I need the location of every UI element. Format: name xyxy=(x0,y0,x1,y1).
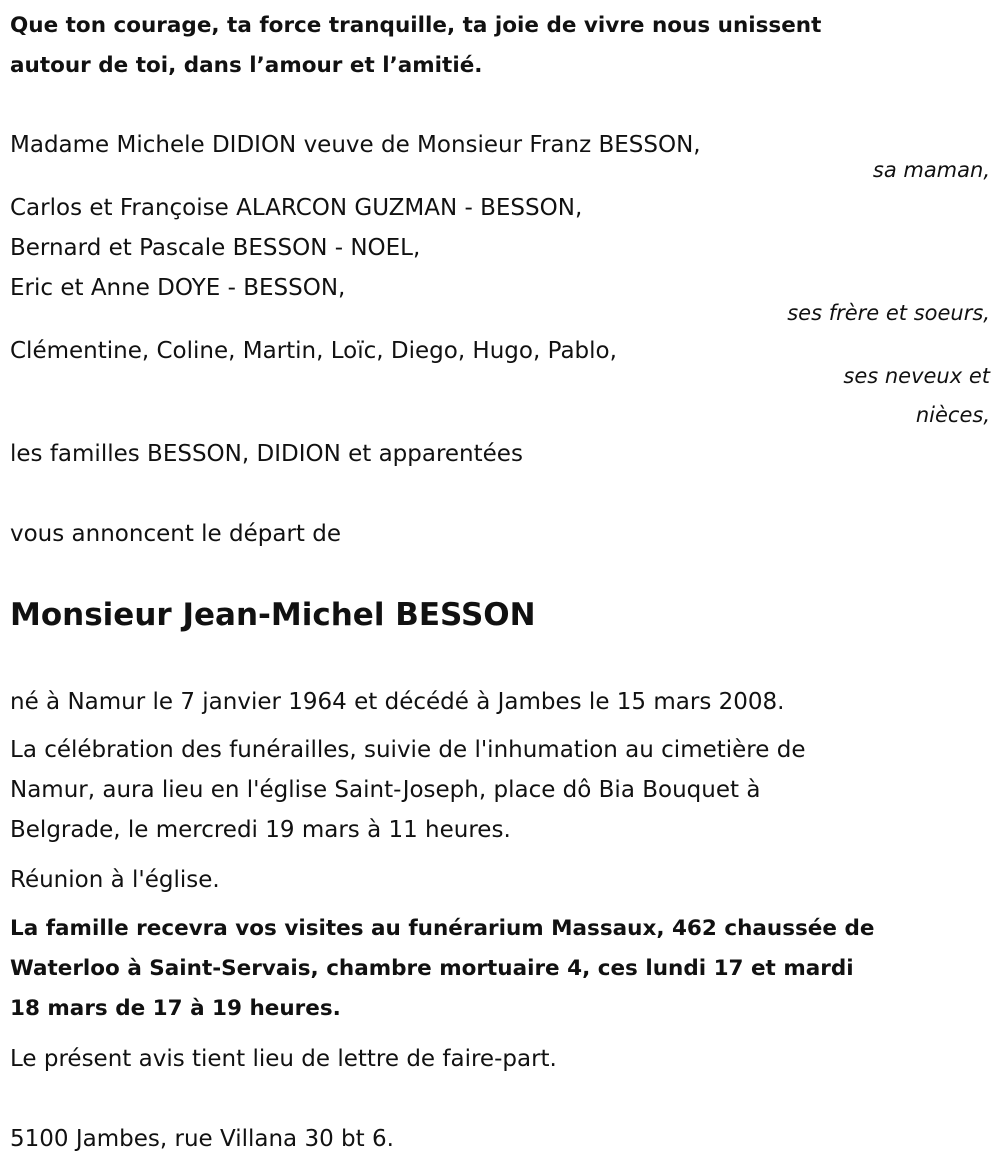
ceremony-line: Belgrade, le mercredi 19 mars à 11 heures. xyxy=(10,817,511,843)
sibling-line: Bernard et Pascale BESSON - NOEL, xyxy=(10,235,421,261)
nephews-line: Clémentine, Coline, Martin, Loïc, Diego, Hugo, Pablo, xyxy=(10,338,617,364)
siblings-role: ses frère et soeurs, xyxy=(787,301,990,325)
birth-death-line: né à Namur le 7 janvier 1964 et décédé à Jambes le 15 mars 2008. xyxy=(10,689,785,715)
epigraph-line: autour de toi, dans l’amour et l’amitié. xyxy=(10,53,483,78)
families-line: les familles BESSON, DIDION et apparentées xyxy=(10,441,523,467)
notice-line: Le présent avis tient lieu de lettre de faire-part. xyxy=(10,1046,557,1072)
meeting-line: Réunion à l'église. xyxy=(10,867,220,893)
deceased-name: Monsieur Jean-Michel BESSON xyxy=(10,597,536,633)
sibling-line: Carlos et Françoise ALARCON GUZMAN - BESSON, xyxy=(10,195,583,221)
nephews-role: ses neveux et xyxy=(843,364,990,388)
visits-line: Waterloo à Saint-Servais, chambre mortuaire 4, ces lundi 17 et mardi xyxy=(10,956,854,981)
mother-line: Madame Michele DIDION veuve de Monsieur Franz BESSON, xyxy=(10,132,701,158)
nephews-role: nièces, xyxy=(915,403,990,427)
mother-role: sa maman, xyxy=(872,158,990,182)
announce-line: vous annoncent le départ de xyxy=(10,521,341,547)
visits-line: La famille recevra vos visites au funérarium Massaux, 462 chaussée de xyxy=(10,916,875,941)
visits-line: 18 mars de 17 à 19 heures. xyxy=(10,996,341,1021)
ceremony-line: La célébration des funérailles, suivie de l'inhumation au cimetière de xyxy=(10,737,806,763)
epigraph-line: Que ton courage, ta force tranquille, ta joie de vivre nous unissent xyxy=(10,13,822,38)
sibling-line: Eric et Anne DOYE - BESSON, xyxy=(10,275,346,301)
ceremony-line: Namur, aura lieu en l'église Saint-Joseph, place dô Bia Bouquet à xyxy=(10,777,761,803)
address-line: 5100 Jambes, rue Villana 30 bt 6. xyxy=(10,1126,394,1152)
